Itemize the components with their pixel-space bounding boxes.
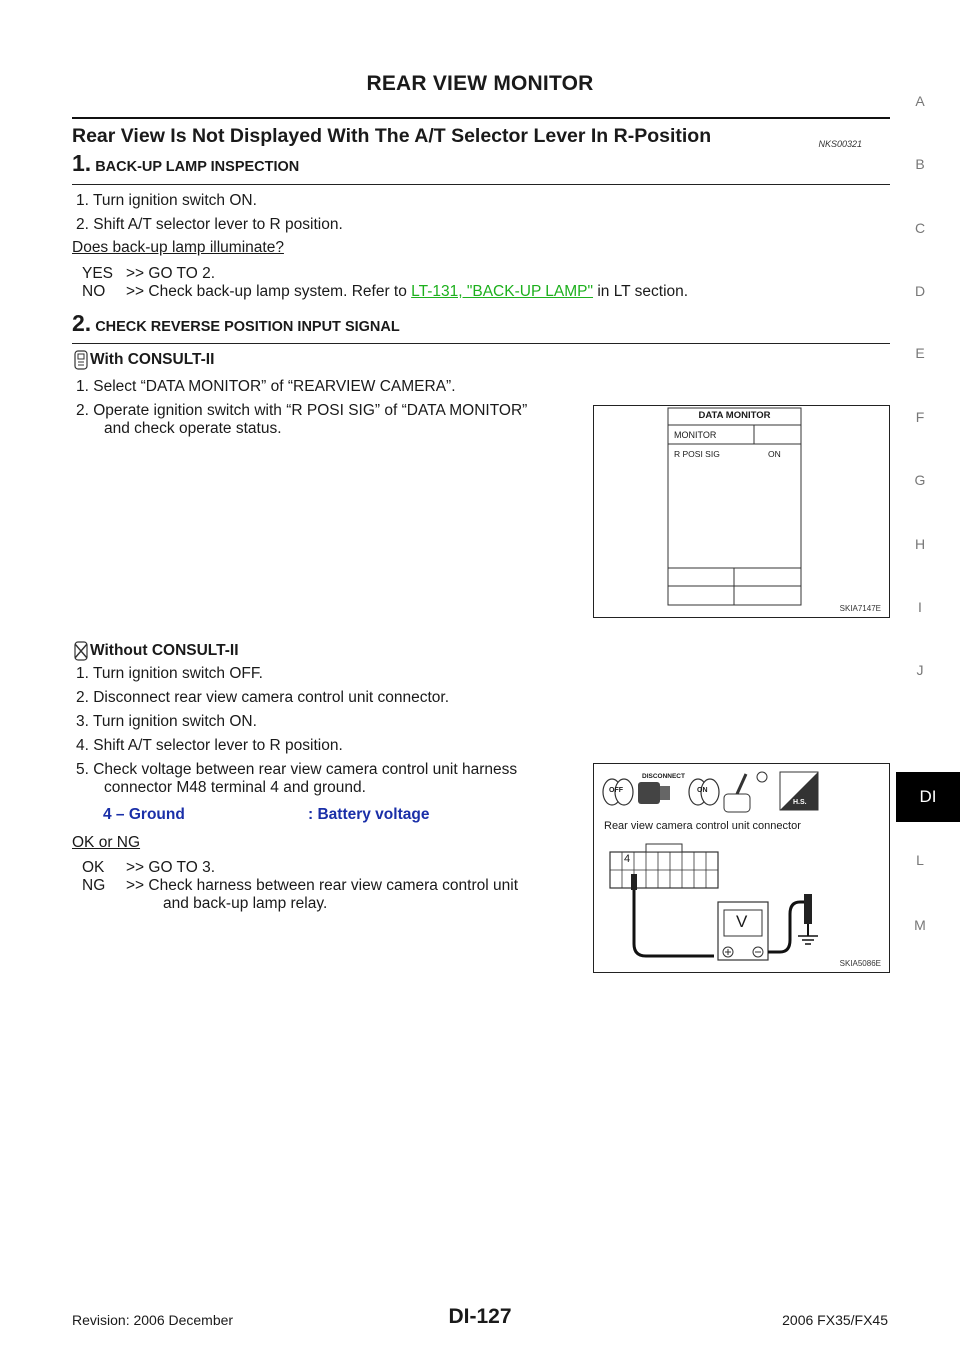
side-index-d[interactable]: D — [914, 283, 926, 299]
step1-number: 1. — [72, 150, 92, 176]
step1-item-2: 2. Shift A/T selector lever to R position. — [76, 216, 343, 233]
step2-without-item-5: 5. Check voltage between rear view camera control unit harness — [76, 761, 518, 778]
side-index-c[interactable]: C — [914, 220, 926, 236]
side-index-h[interactable]: H — [914, 536, 926, 552]
side-index-b[interactable]: B — [915, 156, 925, 172]
side-index-di-tab[interactable]: DI — [896, 772, 960, 822]
side-index-a[interactable]: A — [915, 93, 925, 109]
connector-figure — [593, 763, 890, 973]
footer-model: 2006 FX35/FX45 — [782, 1312, 888, 1328]
connector-caption: Rear view camera control unit connector — [604, 820, 801, 832]
connector-diagram — [594, 764, 889, 972]
step2-ng-text-cont: and back-up lamp relay. — [163, 895, 328, 912]
section-title: Rear View Is Not Displayed With The A/T Selector Lever In R-Position — [72, 125, 712, 147]
footer-revision: Revision: 2006 December — [72, 1312, 234, 1328]
figure-code-1: SKIA7147E — [839, 604, 881, 613]
data-monitor-value: ON — [768, 449, 781, 459]
step2-ng-text: >> Check harness between rear view camera control unit — [126, 877, 519, 894]
without-consult-heading — [72, 641, 239, 661]
step2-label: CHECK REVERSE POSITION INPUT SIGNAL — [95, 319, 400, 335]
step1-item-1: 1. Turn ignition switch ON. — [76, 192, 257, 209]
step1-no-answer — [126, 283, 688, 301]
step2-ok-key: OK — [82, 859, 105, 876]
side-index-f[interactable]: F — [915, 409, 925, 425]
with-consult-label: With CONSULT-II — [90, 351, 215, 368]
no-consult-icon — [72, 641, 90, 661]
side-index-l[interactable]: L — [916, 852, 924, 868]
page-header-title: REAR VIEW MONITOR — [366, 72, 594, 95]
step2-without-item-4: 4. Shift A/T selector lever to R position. — [76, 737, 343, 754]
with-consult-heading — [72, 350, 214, 370]
step1-no-text: >> Check back-up lamp system. Refer to — [126, 283, 412, 300]
step1-no-key: NO — [82, 283, 106, 300]
step2-ok-text: >> GO TO 3. — [126, 859, 216, 876]
step1-yes-text: >> GO TO 2. — [126, 265, 216, 282]
step1-question: Does back-up lamp illuminate? — [72, 239, 284, 256]
voltmeter-symbol: V — [736, 912, 748, 931]
hs-label: H.S. — [793, 799, 807, 806]
step2-ng-key: NG — [82, 877, 106, 894]
step2-without-item-5-cont: connector M48 terminal 4 and ground. — [104, 779, 366, 796]
step1-rule — [72, 184, 890, 185]
side-index-j[interactable]: J — [916, 662, 924, 678]
side-index-m[interactable]: M — [914, 917, 926, 933]
without-consult-label: Without CONSULT-II — [90, 642, 239, 659]
step2-number: 2. — [72, 310, 92, 336]
footer-page-number: DI-127 — [448, 1305, 512, 1328]
disconnect-label: DISCONNECT — [642, 773, 685, 780]
data-monitor-figure — [593, 405, 890, 618]
section-code: NKS00321 — [818, 139, 862, 149]
step2-without-item-1: 1. Turn ignition switch OFF. — [76, 665, 263, 682]
step2-without-item-3: 3. Turn ignition switch ON. — [76, 713, 257, 730]
step2-heading — [72, 310, 400, 337]
step2-without-item-2: 2. Disconnect rear view camera control unit connector. — [76, 689, 450, 706]
header-rule — [72, 117, 890, 119]
step1-no-post: in LT section. — [593, 283, 689, 300]
ignition-on-label: ON — [697, 787, 708, 794]
step1-yes-key: YES — [82, 265, 114, 282]
lt-131-link[interactable]: LT-131, "BACK-UP LAMP" — [411, 283, 594, 300]
step1-label: BACK-UP LAMP INSPECTION — [95, 159, 300, 175]
side-index-i[interactable]: I — [918, 599, 922, 615]
consult-tool-icon — [72, 350, 90, 370]
spec-terminal: 4 – Ground — [103, 806, 185, 823]
ignition-off-label: OFF — [609, 787, 623, 794]
side-index-g[interactable]: G — [914, 472, 926, 488]
spec-value: : Battery voltage — [308, 806, 430, 823]
terminal-number: 4 — [624, 853, 631, 865]
step2-with-item-2-cont: and check operate status. — [104, 420, 282, 437]
step2-result-question: OK or NG — [72, 834, 141, 851]
data-monitor-screen-frame — [594, 406, 889, 617]
data-monitor-row-label: MONITOR — [674, 430, 717, 440]
figure-code-2: SKIA5086E — [839, 959, 881, 968]
data-monitor-item: R POSI SIG — [674, 449, 720, 459]
step2-rule — [72, 343, 890, 344]
side-index-e[interactable]: E — [915, 345, 925, 361]
step1-heading — [72, 150, 299, 177]
data-monitor-title: DATA MONITOR — [698, 410, 771, 421]
step2-with-item-1: 1. Select “DATA MONITOR” of “REARVIEW CAMERA”. — [76, 378, 456, 395]
step2-with-item-2: 2. Operate ignition switch with “R POSI SIG” of “DATA MONITOR” — [76, 402, 528, 419]
